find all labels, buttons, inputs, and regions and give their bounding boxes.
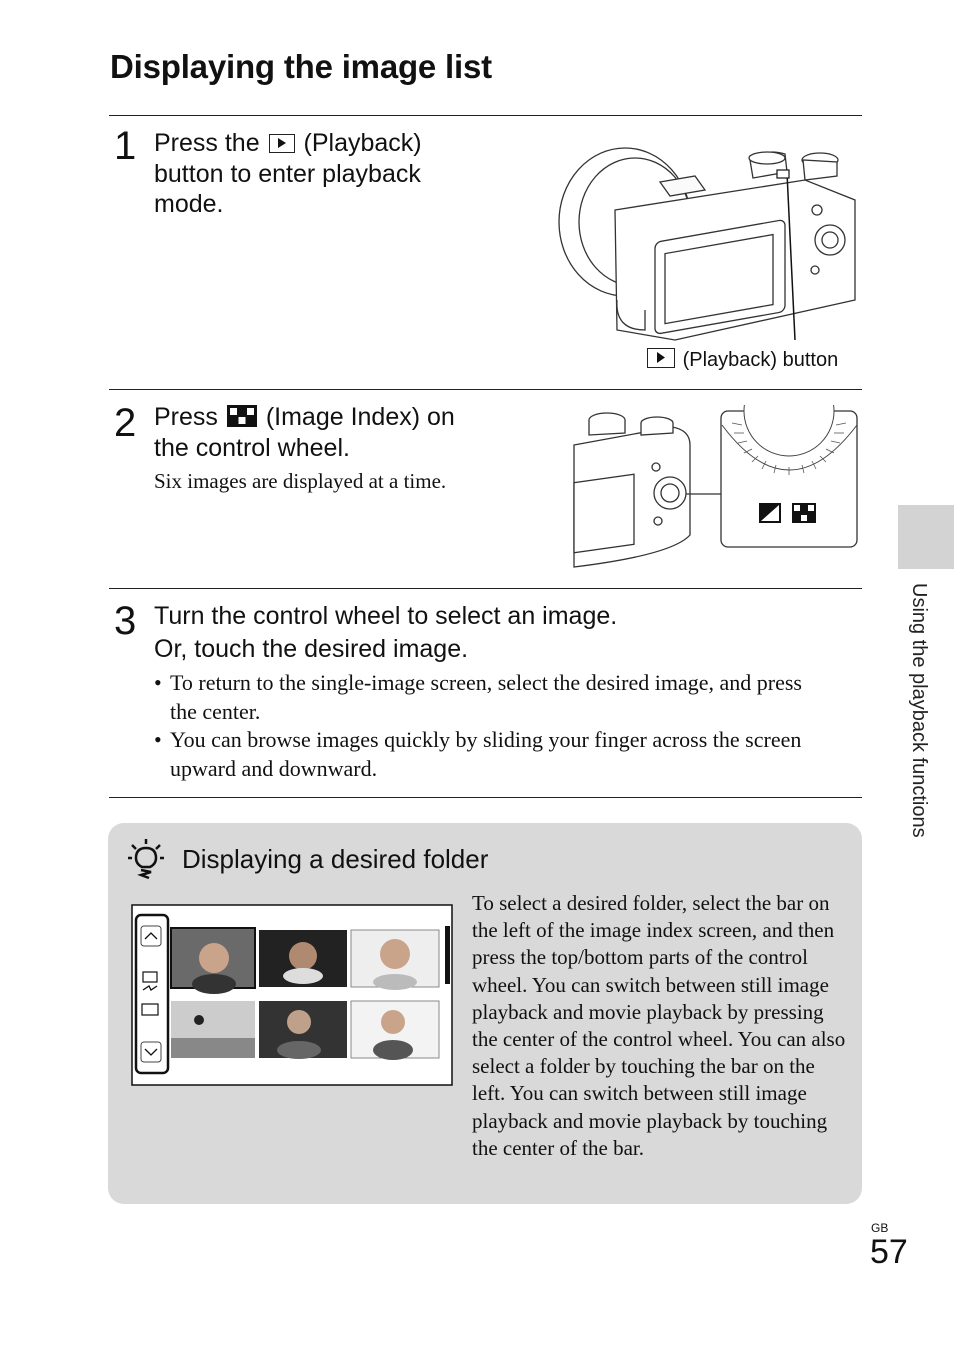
section-tab (898, 505, 954, 569)
hint-body: To select a desired folder, select the bar on the left of the image index screen, and then press the top/bottom parts of the control wheel. You can switch between still image playback and movie playback by pressing the center of the control wheel. You can also select a folder by touching the bar on the left. You can switch between still image playback and movie playback by touching the center of the bar. (472, 891, 846, 1160)
step1-text (154, 128, 534, 220)
step3-line2: Or, touch the desired image. (154, 635, 469, 663)
playback-icon (269, 134, 295, 153)
step2-note: Six images are displayed at a time. (154, 469, 447, 493)
playback-icon (647, 348, 675, 368)
step-number: 3 (114, 599, 137, 643)
caption-text: (Playback) button (682, 349, 839, 371)
list-item: • To return to the single-image screen, select the desired image, and press the center. (154, 670, 802, 724)
image-index-screen-illustration (131, 904, 453, 1086)
list-item: • You can browse images quickly by sliding your finger across the screen upward and downward. (154, 727, 802, 781)
step2-line2: the control wheel. (154, 433, 350, 462)
page-title: Displaying the image list (110, 48, 492, 85)
step2-text (154, 402, 544, 463)
bullet-line1: You can browse images quickly by sliding your finger across the screen (170, 727, 802, 752)
divider (109, 588, 862, 589)
section-label: Using the playback functions (908, 583, 930, 838)
step1-line2: button to enter playback (154, 159, 421, 188)
divider (109, 797, 862, 798)
image-index-icon (227, 405, 257, 427)
step-number: 1 (114, 124, 137, 168)
hint-title: Displaying a desired folder (182, 844, 489, 874)
playback-button-caption (645, 348, 838, 372)
divider (109, 389, 862, 390)
divider (109, 115, 862, 116)
step-number: 2 (114, 401, 137, 445)
language-code: GB (871, 1221, 889, 1235)
bullet-line1: To return to the single-image screen, select the desired image, and press (170, 670, 802, 695)
step1-line3: mode. (154, 190, 224, 218)
step2-text-start: Press (154, 403, 218, 431)
camera-illustration (555, 140, 865, 345)
page-number: 57 (870, 1233, 908, 1271)
bullet-line2: upward and downward. (170, 756, 378, 781)
control-wheel-illustration (572, 405, 862, 570)
hint-lightbulb-icon (128, 838, 164, 880)
step1-text-end: (Playback) (303, 129, 422, 157)
step2-text-end: (Image Index) on (265, 403, 455, 431)
step1-text-start: Press the (154, 129, 260, 157)
bullet-line2: the center. (170, 699, 261, 724)
step3-line1: Turn the control wheel to select an image. (154, 602, 618, 630)
step3-text (154, 600, 854, 666)
